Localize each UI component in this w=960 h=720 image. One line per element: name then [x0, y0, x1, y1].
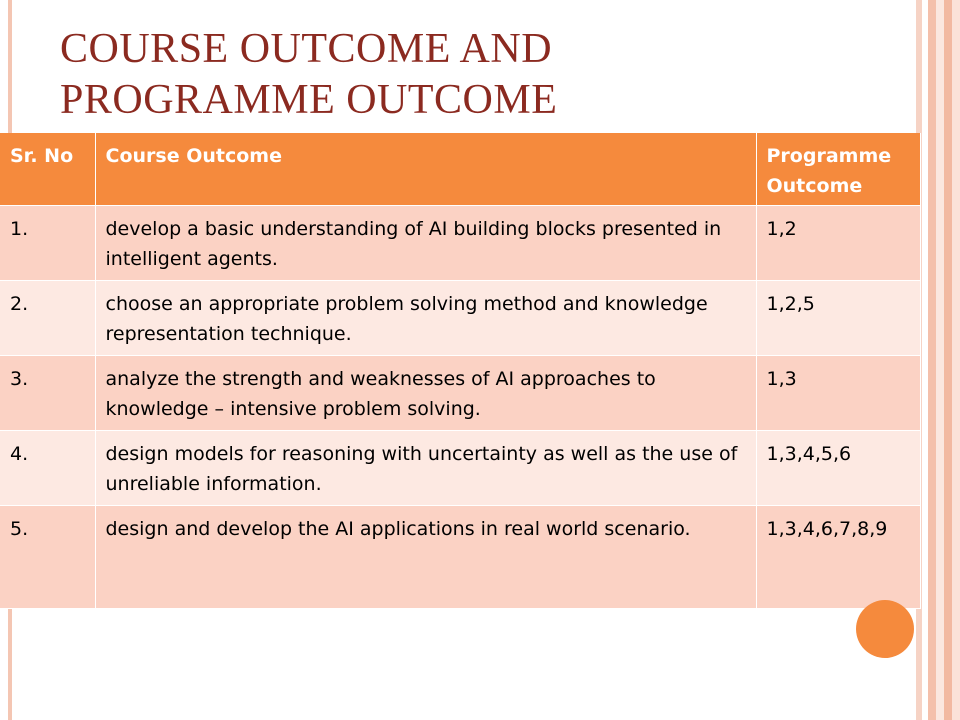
- slide-title-line-2: PROGRAMME OUTCOME: [60, 77, 558, 123]
- cell-course-outcome: analyze the strength and weaknesses of AI approaches to knowledge – intensive problem solving.: [95, 356, 756, 431]
- cell-sr-no: 3.: [0, 356, 95, 431]
- decorative-orange-circle: [856, 600, 914, 658]
- cell-programme-outcome: 1,2,5: [756, 281, 920, 356]
- table-row: [0, 281, 920, 356]
- cell-programme-outcome: 1,3,4,5,6: [756, 431, 920, 506]
- table-row: [0, 506, 920, 609]
- cell-programme-outcome: 1,3: [756, 356, 920, 431]
- slide-title-line-1: COURSE OUTCOME AND: [60, 26, 553, 72]
- table-row: [0, 356, 920, 431]
- cell-course-outcome: choose an appropriate problem solving method and knowledge representation technique.: [95, 281, 756, 356]
- outcomes-table: [0, 133, 921, 609]
- cell-sr-no: 2.: [0, 281, 95, 356]
- table-row: [0, 206, 920, 281]
- cell-programme-outcome: 1,2: [756, 206, 920, 281]
- header-course-outcome: Course Outcome: [95, 133, 756, 206]
- cell-course-outcome: design models for reasoning with uncertainty as well as the use of unreliable information.: [95, 431, 756, 506]
- cell-sr-no: 4.: [0, 431, 95, 506]
- header-programme-outcome: Programme Outcome: [756, 133, 920, 206]
- cell-sr-no: 1.: [0, 206, 95, 281]
- table-row: [0, 431, 920, 506]
- slide-title: [60, 24, 760, 126]
- header-sr-no: Sr. No: [0, 133, 95, 206]
- cell-course-outcome: develop a basic understanding of AI building blocks presented in intelligent agents.: [95, 206, 756, 281]
- cell-course-outcome: design and develop the AI applications in real world scenario.: [95, 506, 756, 609]
- table-header-row: [0, 133, 920, 206]
- cell-sr-no: 5.: [0, 506, 95, 609]
- cell-programme-outcome: 1,3,4,6,7,8,9: [756, 506, 920, 609]
- right-decorative-stripes: [916, 0, 960, 720]
